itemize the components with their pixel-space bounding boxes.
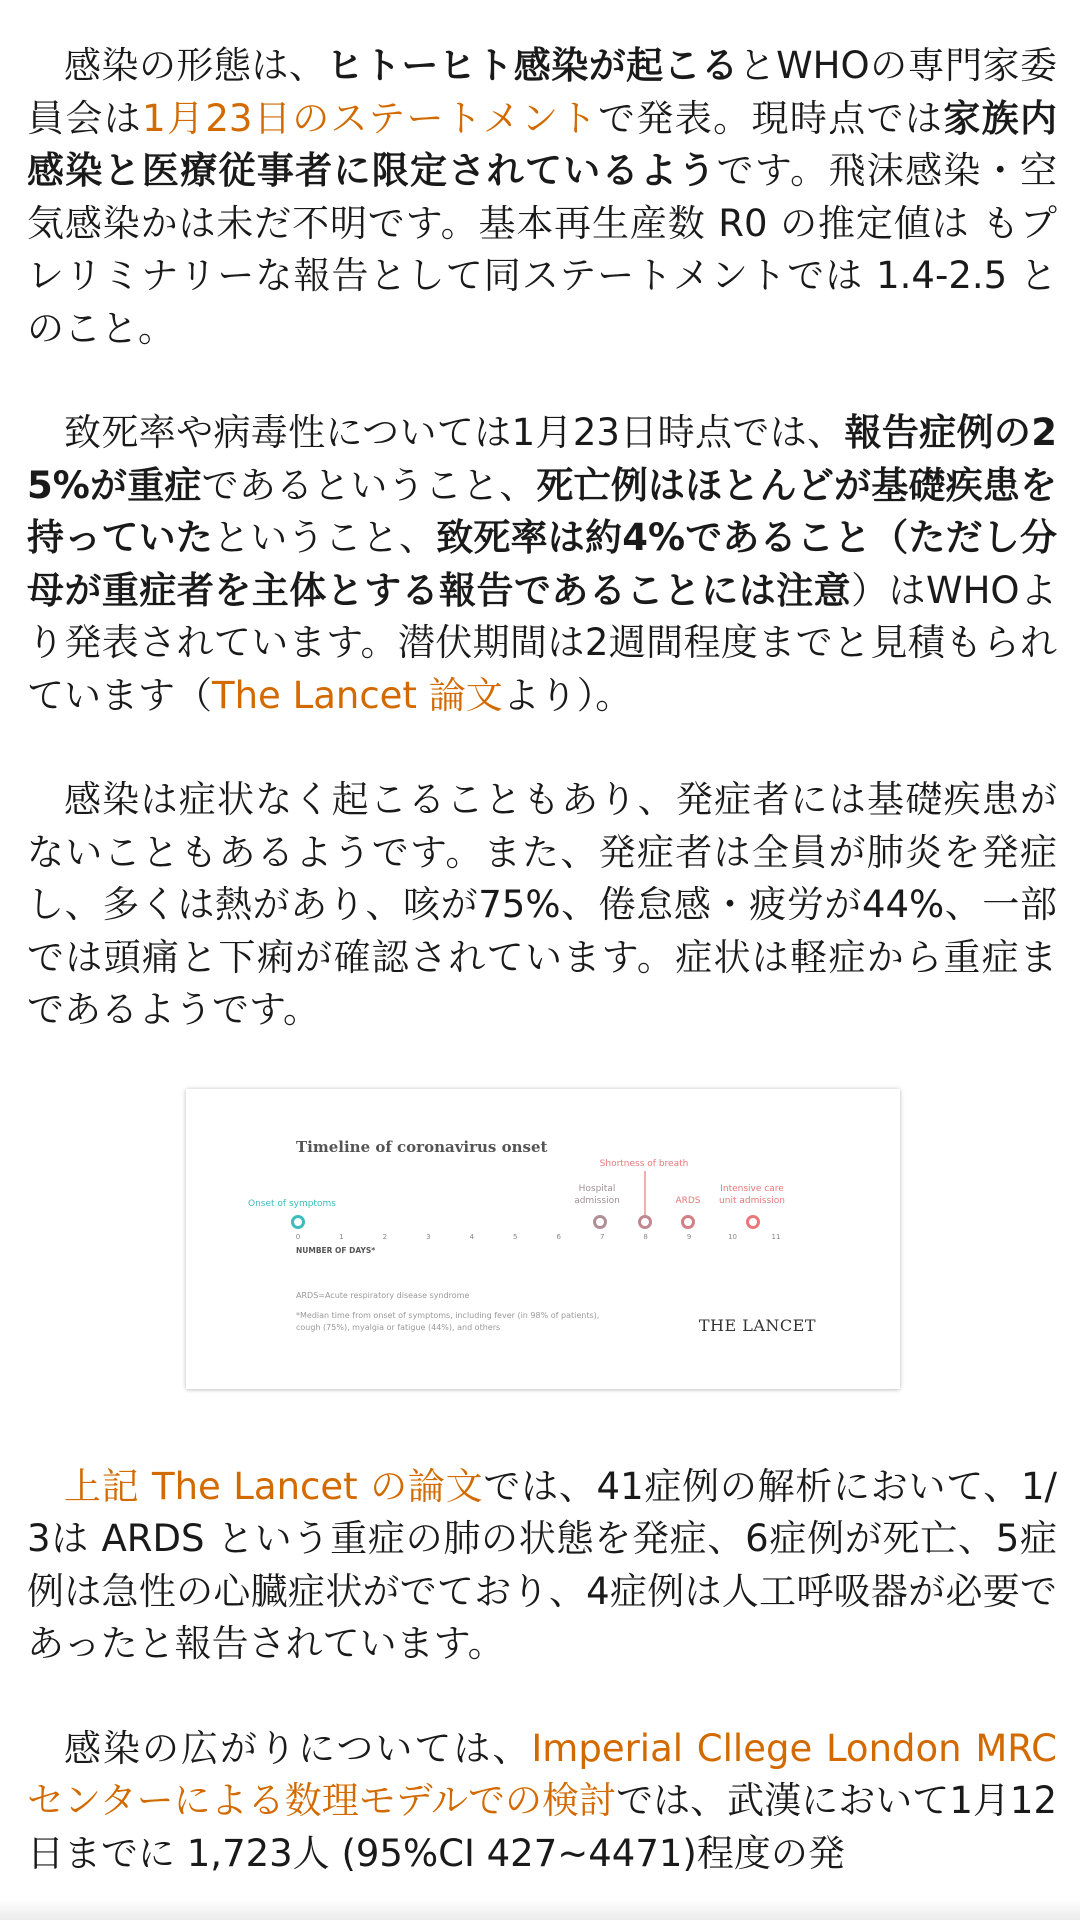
- text: ）はWHOより発表されています。潜伏期間は2週間程度までと見積もられています（: [27, 568, 1057, 717]
- paragraph-transmission: [27, 40, 1057, 355]
- axis-label: NUMBER OF DAYS*: [296, 1245, 376, 1255]
- onset-marker: [293, 1216, 304, 1227]
- axis-ticks: [296, 1233, 781, 1241]
- figure-container: [27, 1089, 1057, 1389]
- icu-marker: [748, 1216, 759, 1227]
- timeline-chart: [186, 1089, 900, 1389]
- lancet-paper-link[interactable]: The Lancet 論文: [212, 673, 503, 717]
- tick-label: 6: [556, 1232, 561, 1241]
- tick-label: 1: [339, 1232, 344, 1241]
- bold-text: ヒトーヒト感染が起こる: [326, 44, 739, 87]
- lancet-analysis-link[interactable]: 上記 The Lancet の論文: [64, 1464, 484, 1508]
- text: 感染の広がりについては、: [64, 1726, 532, 1770]
- hospital-label-2: admission: [574, 1195, 620, 1206]
- icu-label: Intensive care: [720, 1183, 784, 1194]
- text: です。飛沫感染・空気感染かは未だ不明です。基本再生産数 R0 の推定値は もプレリミナリーな報告として同ステートメントでは 1.4-2.5 とのこと。: [27, 149, 1058, 350]
- footnote-median: *Median time from onset of symptoms, including fever (in 98% of patients),: [296, 1310, 600, 1320]
- tick-label: 2: [382, 1232, 388, 1241]
- text: 致死率や病毒性については1月23日時点では、: [64, 411, 845, 454]
- lancet-timeline-figure[interactable]: [186, 1089, 900, 1389]
- footnote-symptoms: cough (75%), myalgia or fatigue (44%), and others: [296, 1322, 501, 1332]
- paragraph-spread: [27, 1723, 1057, 1881]
- tick-label: 0: [295, 1232, 301, 1241]
- text: 感染の形態は、: [64, 44, 327, 87]
- footnote-ards: ARDS=Acute respiratory disease syndrome: [296, 1290, 470, 1300]
- icu-label-2: unit admission: [719, 1195, 785, 1206]
- tick-label: 3: [426, 1232, 431, 1241]
- tick-label: 8: [643, 1232, 648, 1241]
- article-body: [27, 40, 1057, 1920]
- text: 感染は症状なく起こることもあり、発症者には基礎疾患がないこともあるようです。また、発症者は全員が肺炎を発症し、多くは熱があり、咳が75%、倦怠感・疲労が44%、一部では頭痛と下痢が確認されています。症状は軽症から重症まであるようです。: [27, 778, 1057, 1031]
- text: ということ、: [213, 516, 437, 559]
- who-statement-link[interactable]: 1月23日のステートメント: [142, 96, 598, 140]
- tick-label: 10: [728, 1232, 738, 1241]
- text: では、武漢において1月12日までに 1,723人 (95%CI 427~4471)程度の発: [27, 1779, 1058, 1875]
- text: より）。: [502, 673, 633, 717]
- shortness-label: Shortness of breath: [599, 1158, 689, 1169]
- paragraph-symptoms: [27, 774, 1057, 1037]
- bold-text: 家族内感染と医療従事者に限定されているよう: [27, 96, 1058, 192]
- text: では、41症例の解析において、1/3は ARDS という重症の肺の状態を発症、6症例が死亡、5症例は急性の心臓症状がでており、4症例は人工呼吸器が必要であったと報告されています。: [27, 1464, 1057, 1665]
- tick-label: 4: [469, 1232, 475, 1241]
- text: で発表。現時点では: [598, 96, 944, 140]
- onset-label: Onset of symptoms: [248, 1198, 336, 1209]
- text: とWHOの専門家委員会は: [27, 44, 1058, 140]
- bold-text: 死亡例はほとんどが基礎疾患を持っていた: [27, 463, 1058, 559]
- hospital-label: Hospital: [578, 1183, 616, 1194]
- lancet-brand: THE LANCET: [698, 1315, 816, 1335]
- paragraph-fatality: [27, 407, 1057, 722]
- ards-marker: [683, 1216, 694, 1227]
- hospital-marker: [595, 1216, 606, 1227]
- tick-label: 5: [513, 1232, 518, 1241]
- ards-label: ARDS: [675, 1195, 701, 1206]
- imperial-college-link[interactable]: Imperial Cllege London MRCセンターによる数理モデルでの検討: [27, 1726, 1057, 1822]
- text: であるということ、: [201, 463, 537, 507]
- figure-title: Timeline of coronavirus onset: [296, 1137, 548, 1156]
- tick-label: 9: [686, 1232, 692, 1241]
- tick-label: 11: [771, 1232, 781, 1241]
- paragraph-lancet-analysis: [27, 1461, 1057, 1671]
- day8-marker: [640, 1216, 651, 1227]
- bold-text: 致死率は約4%であること（ただし分母が重症者を主体とする報告であることには注意: [27, 516, 1058, 612]
- tick-label: 7: [599, 1232, 605, 1241]
- bold-text: 報告症例の25%が重症: [27, 411, 1057, 507]
